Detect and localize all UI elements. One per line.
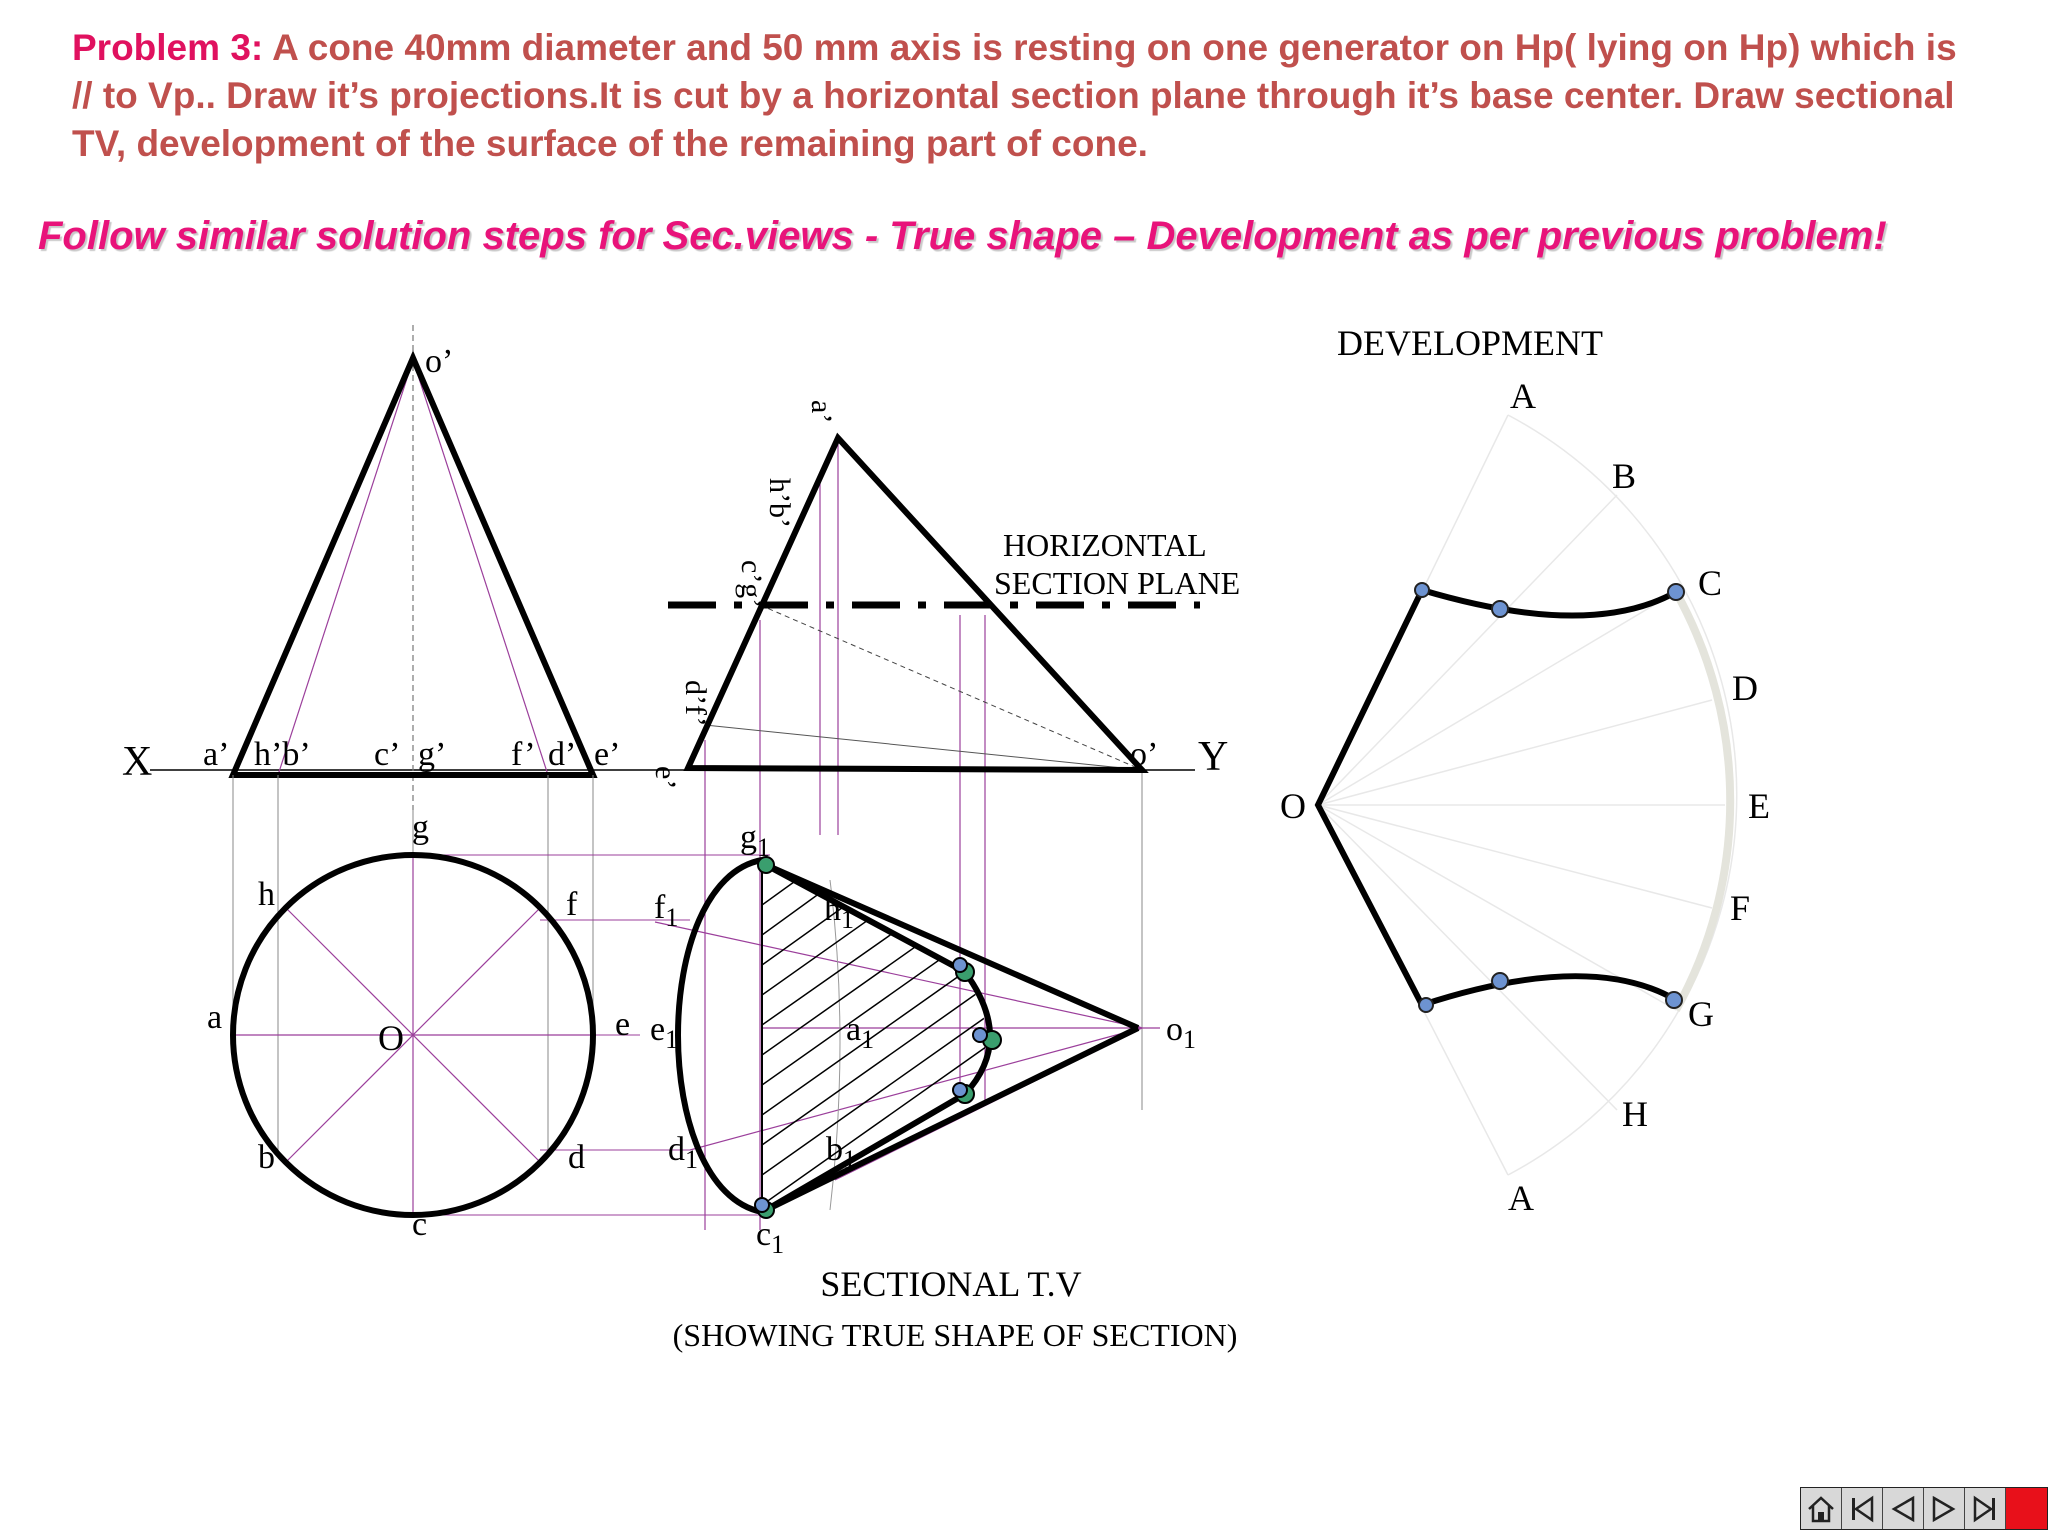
fv-base-label: e’ — [594, 736, 621, 773]
development-point-label: F — [1730, 888, 1751, 928]
previous-slide-button[interactable] — [1883, 1488, 1924, 1529]
development-apex-label: O — [1280, 786, 1306, 826]
development — [1280, 323, 1770, 1218]
development-title: DEVELOPMENT — [1337, 323, 1603, 363]
next-slide-icon — [1929, 1494, 1959, 1524]
fv-base-label: g’ — [418, 736, 447, 773]
development-cut-curve-bottom — [1422, 976, 1676, 1005]
development-point-label: H — [1622, 1094, 1648, 1134]
fv-base-label: f’ — [511, 736, 536, 773]
tv-center-label: O — [378, 1018, 404, 1058]
tv-point-label: c — [412, 1206, 428, 1243]
problem-text: A cone 40mm diameter and 50 mm axis is resting on one generator on Hp( lying on Hp) which is // to Vp.. Draw it’s projections.It is cut by a horizontal section plane through it’s base center. Draw sectional TV, development of the surface of the remaining part of cone. — [72, 27, 1957, 164]
last-slide-icon — [1970, 1494, 2000, 1524]
development-point-label: C — [1698, 563, 1723, 603]
tv-point-label: h — [258, 876, 275, 913]
instruction-note: Follow similar solution steps for Sec.views - True shape – Development as per previous problem! — [38, 214, 1887, 258]
development-point-label: B — [1612, 456, 1637, 496]
top-view — [207, 809, 770, 1243]
tilted-label: c’g’ — [735, 560, 768, 609]
tv-point-label: f — [566, 886, 578, 923]
x-label: X — [122, 739, 153, 785]
first-slide-icon — [1847, 1494, 1877, 1524]
problem-number: Problem 3: — [72, 27, 264, 68]
tilted-label: o’ — [1130, 736, 1159, 773]
development-point-label: D — [1732, 668, 1758, 708]
development-point-label: G — [1688, 994, 1714, 1034]
sectional-tv-subtitle: (SHOWING TRUE SHAPE OF SECTION) — [672, 1317, 1238, 1353]
tv-point-label: e — [615, 1006, 631, 1043]
development-point-label: A — [1510, 376, 1536, 416]
stv-label: $e_1$ — [650, 1011, 679, 1054]
stv-label: $f_1$ — [654, 889, 679, 932]
last-slide-button[interactable] — [1965, 1488, 2006, 1529]
development-generators — [1318, 590, 1422, 1005]
fv-base-label: h’b’ — [254, 736, 311, 773]
tv-point-label: g — [412, 809, 429, 846]
fv-base-label: d’ — [548, 736, 577, 773]
fv-apex-label: o’ — [425, 343, 454, 380]
sectional-tv-title: SECTIONAL T.V — [820, 1264, 1082, 1304]
development-cut-curve-top — [1422, 590, 1676, 616]
tv-point-label: b — [258, 1139, 275, 1176]
section-plane-label: HORIZONTAL — [1003, 527, 1207, 563]
stv-label: $c_1$ — [756, 1216, 785, 1259]
first-slide-button[interactable] — [1842, 1488, 1883, 1529]
previous-slide-icon — [1888, 1494, 1918, 1524]
stv-label: $h_1$ — [824, 891, 854, 934]
next-slide-button[interactable] — [1924, 1488, 1965, 1529]
development-point-label: A — [1508, 1178, 1534, 1218]
section-plane-label: SECTION PLANE — [994, 565, 1241, 601]
fv-base-label: a’ — [203, 736, 230, 773]
sectional-top-view — [650, 819, 1237, 1353]
tilted-label: d’f’ — [679, 680, 712, 727]
stv-label: $o_1$ — [1166, 1011, 1196, 1054]
tv-point-label: d — [568, 1139, 585, 1176]
stv-label: $b_1$ — [826, 1131, 856, 1174]
stv-label: $d_1$ — [668, 1131, 698, 1174]
home-button[interactable] — [1801, 1488, 1842, 1529]
stv-label: $a_1$ — [846, 1011, 875, 1054]
stv-label: $g_1$ — [740, 819, 770, 862]
tv-point-label: a — [207, 999, 223, 1036]
development-points — [1415, 583, 1684, 1012]
tilted-label: a’ — [805, 400, 838, 424]
home-icon — [1806, 1494, 1836, 1524]
tilted-label: h’b’ — [763, 478, 796, 528]
y-label: Y — [1198, 734, 1229, 780]
end-show-button[interactable] — [2006, 1488, 2047, 1529]
development-point-label: E — [1748, 786, 1770, 826]
fv-base-label: c’ — [374, 736, 401, 773]
slide-navigation — [1800, 1487, 2048, 1530]
tilted-label: e’ — [649, 766, 682, 790]
